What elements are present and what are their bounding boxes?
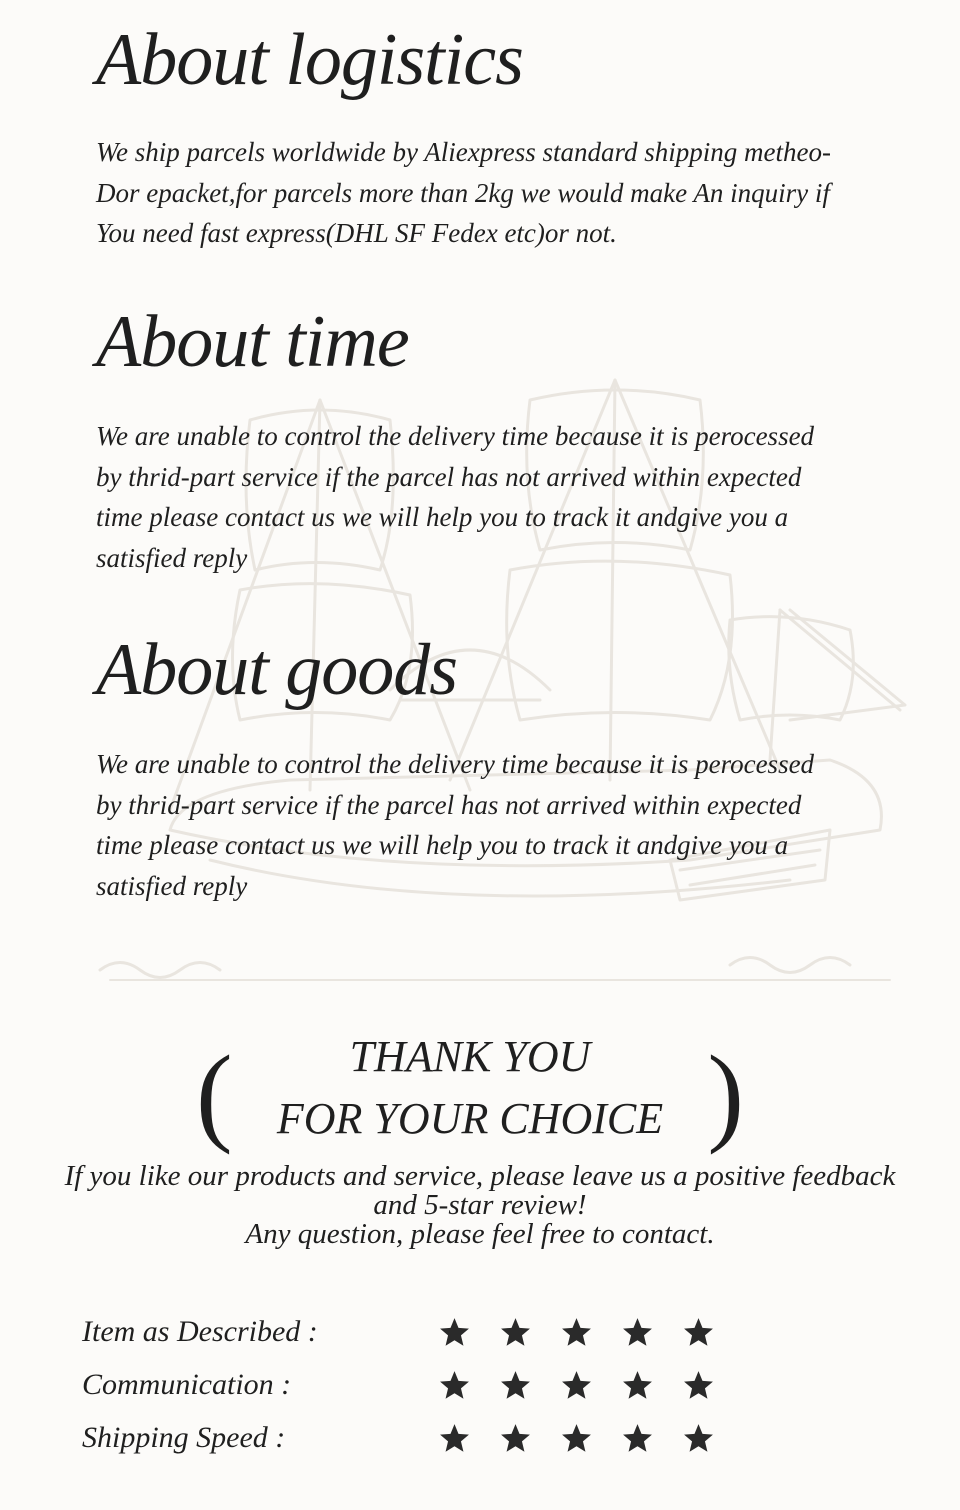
star-icon — [438, 1422, 471, 1455]
text-line: by thrid-part service if the parcel has not arrived within expected — [96, 789, 802, 820]
star-icon — [499, 1369, 532, 1402]
rating-label: Item as Described : — [82, 1315, 318, 1348]
text-line: satisfied reply — [96, 870, 248, 901]
paragraph-about-goods — [96, 744, 876, 906]
contact-line: Any question, please feel free to contact. — [245, 1218, 715, 1250]
text-line: We are unable to control the delivery time because it is perocessed — [96, 421, 815, 451]
star-icon — [621, 1422, 654, 1455]
feedback-line: If you like our products and service, please leave us a positive feedback — [64, 1160, 896, 1192]
text-line: by thrid-part service if the parcel has not arrived within expected — [96, 461, 802, 492]
rating-row-communication — [82, 1365, 782, 1418]
star-rating — [438, 1369, 743, 1402]
text-line: time please contact us we will help you to track it andgive you a — [96, 830, 789, 860]
text-line: You need fast express(DHL SF Fedex etc)or not. — [96, 218, 617, 248]
star-icon — [621, 1369, 654, 1402]
section-about-time — [96, 300, 876, 578]
ratings-list — [82, 1312, 782, 1471]
thank-you-banner — [190, 1030, 750, 1155]
star-icon — [682, 1369, 715, 1402]
paragraph-about-logistics — [96, 132, 876, 254]
star-icon — [682, 1316, 715, 1349]
for-your-choice-line: FOR YOUR CHOICE — [276, 1094, 664, 1143]
rating-label: Communication : — [82, 1368, 292, 1401]
heading-about-logistics: About logistics — [96, 19, 523, 101]
rating-row-shipping-speed — [82, 1418, 782, 1471]
section-about-logistics — [96, 18, 876, 254]
thank-you-line: THANK YOU — [349, 1032, 591, 1081]
star-icon — [560, 1369, 593, 1402]
paragraph-about-time — [96, 416, 876, 578]
star-rating — [438, 1316, 743, 1349]
text-line: Dor epacket,for parcels more than 2kg we would make An inquiry if — [96, 177, 830, 208]
star-icon — [560, 1422, 593, 1455]
star-icon — [682, 1422, 715, 1455]
star-icon — [560, 1316, 593, 1349]
heading-about-time: About time — [96, 301, 409, 383]
rating-label: Shipping Speed : — [82, 1421, 286, 1454]
star-icon — [438, 1369, 471, 1402]
star-icon — [499, 1422, 532, 1455]
feedback-line: and 5-star review! — [373, 1189, 587, 1221]
rating-row-item-as-described — [82, 1312, 782, 1365]
text-line: time please contact us we will help you to track it andgive you a — [96, 502, 789, 532]
star-icon — [499, 1316, 532, 1349]
open-parenthesis: ( — [196, 1033, 233, 1155]
section-about-goods — [96, 628, 876, 906]
star-rating — [438, 1422, 743, 1455]
close-parenthesis: ) — [707, 1033, 744, 1155]
text-line: We are unable to control the delivery time because it is perocessed — [96, 749, 815, 779]
feedback-request — [40, 1162, 920, 1249]
heading-about-goods: About goods — [96, 629, 458, 711]
star-icon — [621, 1316, 654, 1349]
text-line: satisfied reply — [96, 542, 248, 573]
star-icon — [438, 1316, 471, 1349]
text-line: We ship parcels worldwide by Aliexpress standard shipping metheo- — [96, 137, 831, 167]
